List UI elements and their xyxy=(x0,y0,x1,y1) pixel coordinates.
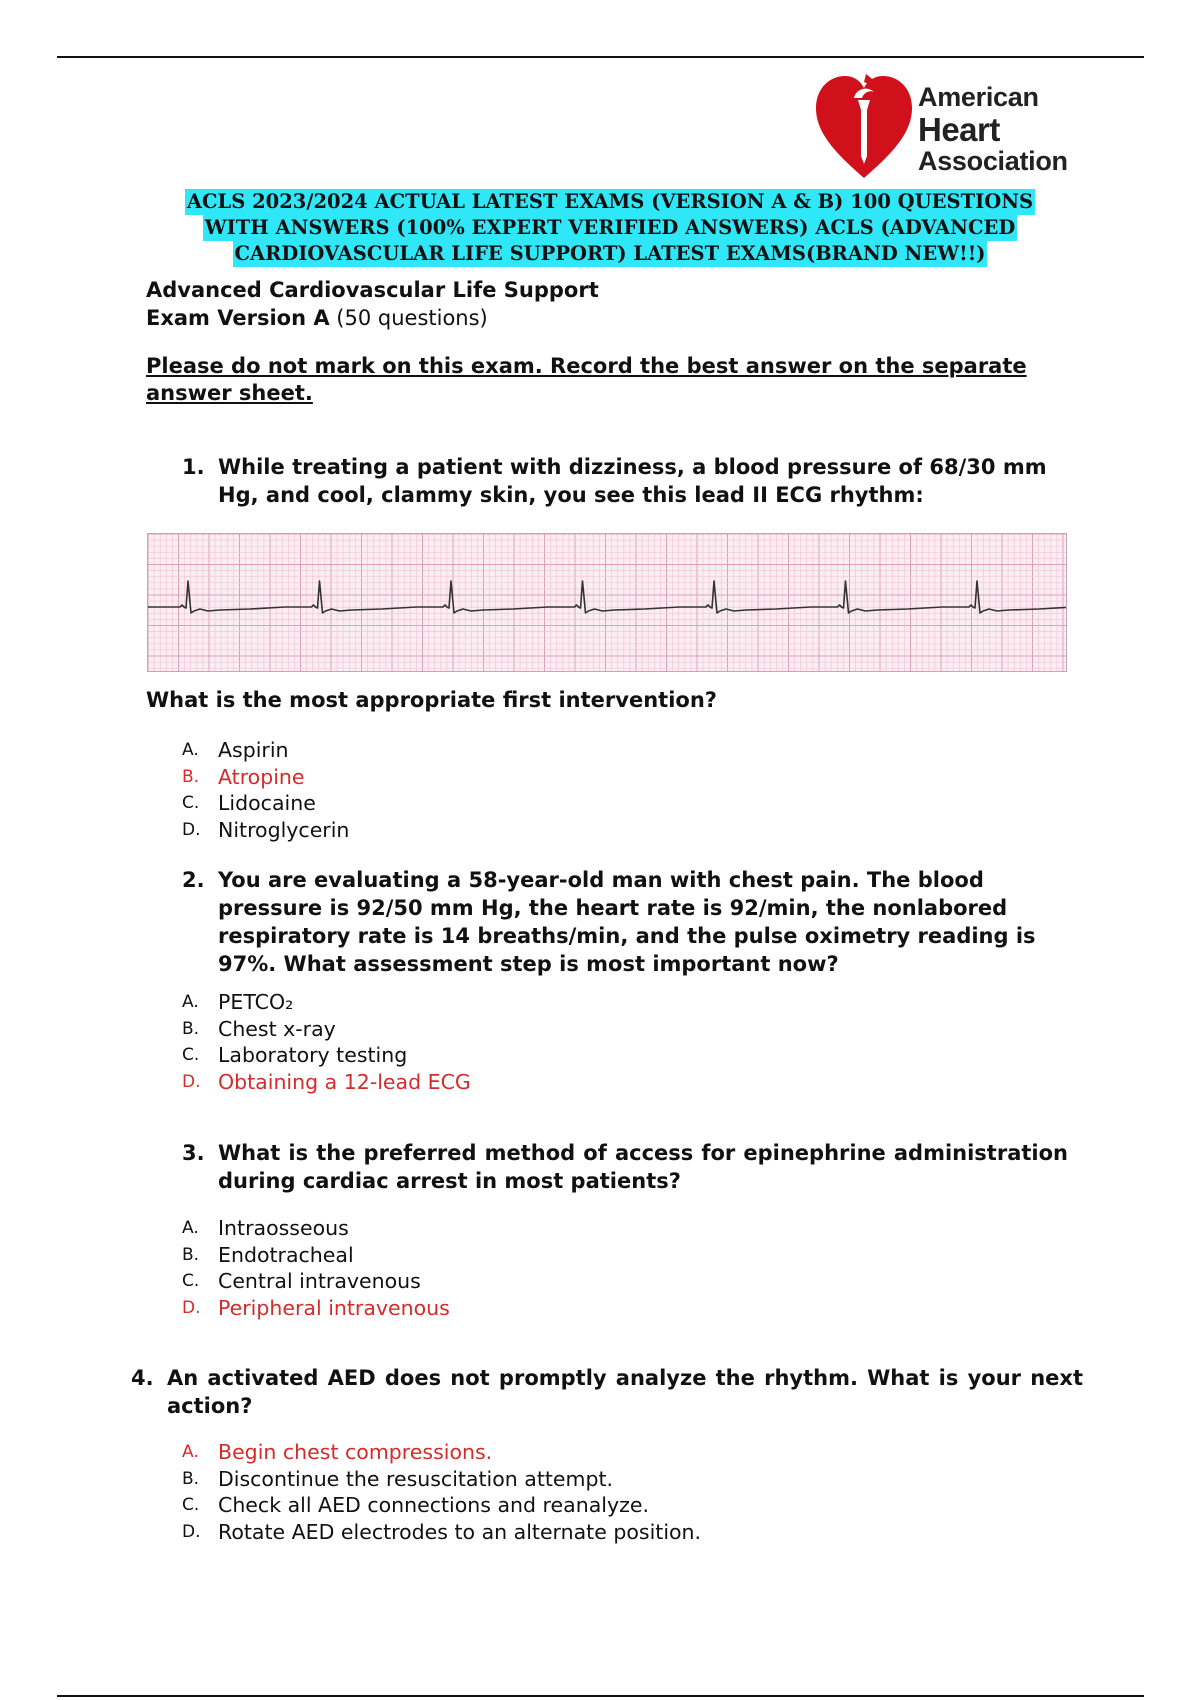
option-letter: D. xyxy=(182,1071,201,1092)
option-2c[interactable] xyxy=(182,1042,471,1069)
exam-version-label: Exam Version A xyxy=(146,306,330,330)
option-4c[interactable] xyxy=(182,1492,701,1519)
option-letter: A. xyxy=(182,992,199,1012)
option-text: Obtaining a 12-lead ECG xyxy=(218,1069,471,1094)
option-text: Atropine xyxy=(218,764,305,789)
option-text: Lidocaine xyxy=(218,791,316,815)
option-letter: D. xyxy=(182,1521,201,1542)
option-3b[interactable] xyxy=(182,1242,450,1269)
question-number: 2. xyxy=(182,868,205,892)
option-letter: A. xyxy=(182,740,199,760)
option-letter: D. xyxy=(182,819,201,840)
option-letter: A. xyxy=(182,1442,199,1462)
exam-instruction: Please do not mark on this exam. Record the best answer on the separate answer sheet. xyxy=(146,354,1027,405)
question-text: What is the preferred method of access for epinephrine administration during cardiac arrest in most patients? xyxy=(218,1141,1068,1193)
option-text: Discontinue the resuscitation attempt. xyxy=(218,1466,614,1491)
option-text: Intraosseous xyxy=(218,1216,349,1240)
option-letter: A. xyxy=(182,1218,199,1238)
option-text: Check all AED connections and reanalyze. xyxy=(218,1493,649,1517)
option-1b[interactable] xyxy=(182,764,349,791)
option-text: Rotate AED electrodes to an alternate position. xyxy=(218,1519,702,1544)
logo-line-american: American xyxy=(918,82,1039,112)
option-1d[interactable] xyxy=(182,817,349,844)
question-number: 4. xyxy=(131,1366,154,1390)
option-letter: B. xyxy=(182,1468,200,1489)
question-3-options xyxy=(182,1215,450,1321)
option-text: Peripheral intravenous xyxy=(218,1295,450,1320)
title-line-1: ACLS 2023/2024 ACTUAL LATEST EXAMS (VERSION A & B) 100 QUESTIONS xyxy=(186,190,1034,213)
option-1c[interactable] xyxy=(182,790,349,817)
option-letter: D. xyxy=(182,1297,201,1318)
option-letter: B. xyxy=(182,766,200,787)
question-3 xyxy=(182,1139,1068,1195)
ecg-paper xyxy=(148,534,1066,671)
option-letter: B. xyxy=(182,1018,200,1039)
question-4-options xyxy=(182,1439,701,1545)
option-letter: C. xyxy=(182,1271,200,1291)
option-letter: C. xyxy=(182,793,200,813)
question-number: 3. xyxy=(182,1141,205,1165)
option-3d[interactable] xyxy=(182,1295,450,1322)
question-2 xyxy=(182,866,1062,978)
exam-version-count: (50 questions) xyxy=(336,306,488,330)
question-text: You are evaluating a 58-year-old man with chest pain. The blood pressure is 92/50 mm Hg, the heart rate is 92/min, the nonlabored respiratory rate is 14 breaths/min, and the pulse oximetry reading is 97%. What assessment step is most important now? xyxy=(218,868,1036,976)
ecg-strip xyxy=(147,533,1067,672)
question-1 xyxy=(182,453,1062,509)
option-2b[interactable] xyxy=(182,1016,471,1043)
option-text: Endotracheal xyxy=(218,1242,354,1267)
option-letter: C. xyxy=(182,1045,200,1065)
logo-line-heart: Heart xyxy=(918,111,1000,148)
question-2-options xyxy=(182,989,471,1095)
logo-wordmark xyxy=(918,84,1068,175)
option-letter: C. xyxy=(182,1495,200,1515)
aha-logo xyxy=(814,70,1104,182)
option-letter: B. xyxy=(182,1244,200,1265)
option-3c[interactable] xyxy=(182,1268,450,1295)
option-text: Chest x-ray xyxy=(218,1016,336,1041)
option-4d[interactable] xyxy=(182,1519,701,1546)
course-name: Advanced Cardiovascular Life Support xyxy=(146,278,599,302)
option-3a[interactable] xyxy=(182,1215,450,1242)
question-text: An activated AED does not promptly analyze the rhythm. What is your next action? xyxy=(167,1366,1083,1418)
option-2d[interactable] xyxy=(182,1069,471,1096)
option-text: Nitroglycerin xyxy=(218,817,350,842)
option-text: Aspirin xyxy=(218,738,289,762)
top-rule xyxy=(57,56,1144,58)
option-text: Laboratory testing xyxy=(218,1043,408,1067)
option-text: Begin chest compressions. xyxy=(218,1440,493,1464)
question-1-options xyxy=(182,737,349,843)
title-line-2: WITH ANSWERS (100% EXPERT VERIFIED ANSWERS) ACLS (ADVANCED xyxy=(204,216,1016,239)
title-line-3: CARDIOVASCULAR LIFE SUPPORT) LATEST EXAMS(BRAND NEW!!) xyxy=(234,242,986,265)
question-4 xyxy=(131,1364,1083,1420)
question-text: While treating a patient with dizziness, a blood pressure of 68/30 mm Hg, and cool, clammy skin, you see this lead II ECG rhythm: xyxy=(218,455,1047,507)
option-text: PETCO₂ xyxy=(218,990,294,1014)
exam-version xyxy=(146,304,488,332)
question-number: 1. xyxy=(182,455,205,479)
logo-line-association: Association xyxy=(918,146,1068,176)
question-1-stem: What is the most appropriate first intervention? xyxy=(146,688,717,712)
option-4b[interactable] xyxy=(182,1466,701,1493)
document-title xyxy=(140,189,1080,267)
bottom-rule xyxy=(57,1695,1144,1697)
option-4a[interactable] xyxy=(182,1439,701,1466)
heart-torch-icon xyxy=(814,70,914,182)
option-2a[interactable] xyxy=(182,989,471,1016)
option-1a[interactable] xyxy=(182,737,349,764)
option-text: Central intravenous xyxy=(218,1269,421,1293)
